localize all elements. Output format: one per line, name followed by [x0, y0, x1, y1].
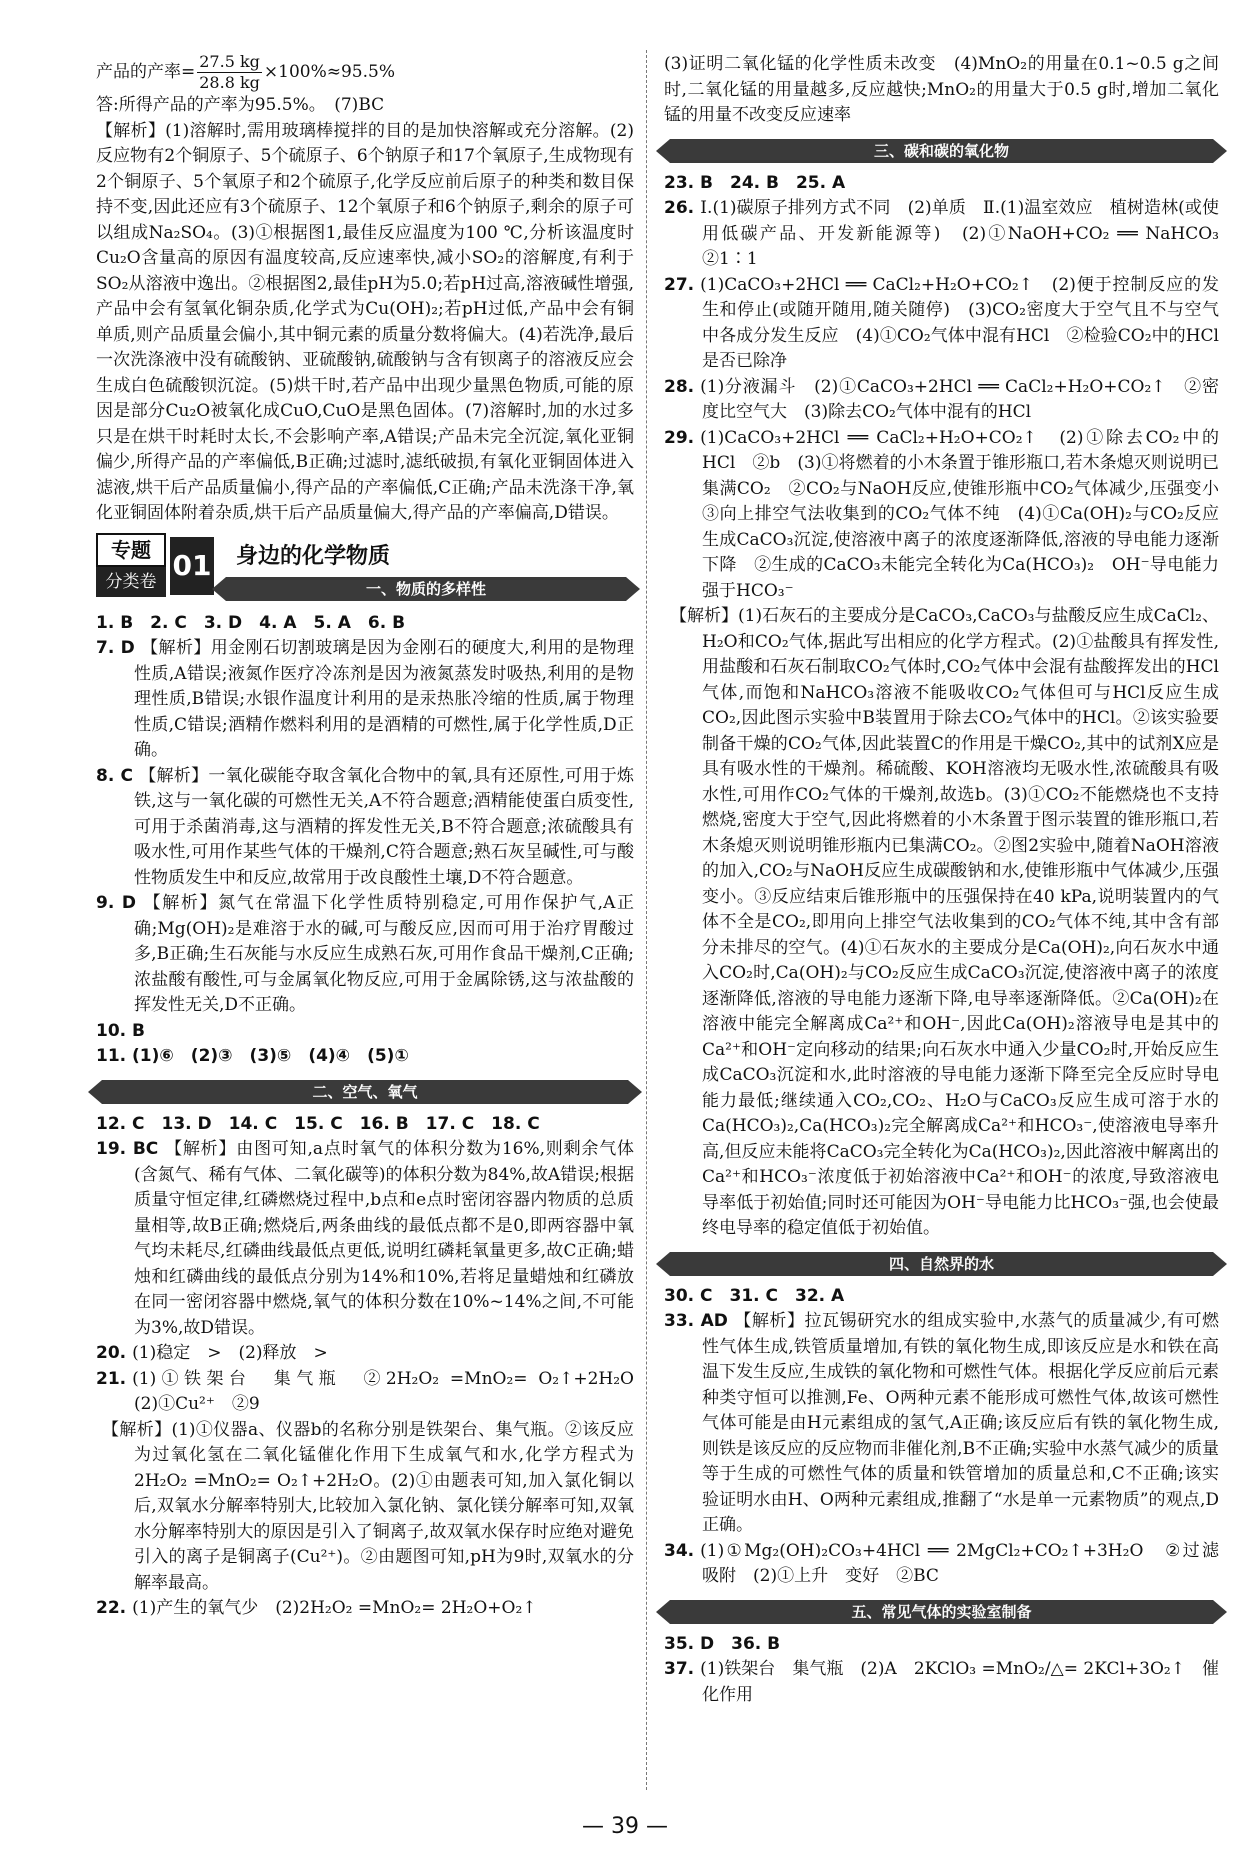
item-text: (1)铁架台 集气瓶 (2)A 2KClO₃ =MnO₂/△= 2KCl+3O₂↑ 催化作用 [700, 1659, 1219, 1705]
yield-fraction [197, 52, 262, 93]
item-text: 【解析】拉瓦锡研究水的组成实验中,水蒸气的质量减少,有可燃性气体生成,铁管质量增加,有铁的氧化物生成,即该反应是水和铁在高温下发生反应,生成铁的氧化物和可燃性气体。根据化学反应前后元素种类守恒可以推测,Fe、O两种元素不能形成可燃性气体,故该可燃性气体可能是由H元素组成的氢气,A正确;该反应后有铁的氧化物生成,则铁是该反应的反应物而非催化剂,B不正确;实验中水蒸气减少的质量等于生成的可燃性气体的质量和铁管增加的质量总和,C不正确;该实验证明水由H、O两种元素组成,推翻了“水是单一元素物质”的观点,D正确。 [702, 1311, 1219, 1535]
topic-code: 01 [170, 537, 214, 595]
continued-answer: (3)证明二氧化锰的化学性质未改变 (4)MnO₂的用量在0.1~0.5 g之间时,二氧化锰的用量越多,反应越快;MnO₂的用量大于0.5 g时,增加二氧化锰的用量不改变反应速率 [664, 54, 1219, 125]
yield-suffix: ×100%≈95.5% [263, 62, 396, 82]
item-number: 29. [664, 427, 695, 448]
item-text: Ⅰ.(1)碳原子排列方式不同 (2)单质 Ⅱ.(1)温室效应 植树造林(或使用低碳产品、开发新能源等) (2)①NaOH+CO₂ ══ NaHCO₃ ②1∶1 [700, 198, 1236, 269]
item-number: 28. [664, 376, 695, 397]
yield-equation [96, 52, 634, 93]
section-title: 一、物质的多样性 [365, 579, 486, 598]
answer-item [96, 764, 634, 892]
answer-item [96, 1341, 634, 1367]
answer-item [96, 1596, 634, 1622]
section-header [670, 139, 1213, 163]
topic-sublabel: 分类卷 [96, 567, 166, 597]
column-divider [646, 50, 647, 1790]
item-number: 34. [664, 1540, 695, 1561]
yield-prefix: 产品的产率= [96, 62, 196, 82]
analysis-paragraph: 【解析】(1)溶解时,需用玻璃棒搅拌的目的是加快溶解或充分溶解。(2)反应物有2个铜原子、5个硫原子、6个钠原子和17个氧原子,生成物现有2个铜原子、5个氧原子和2个硫原子,化学反应前后原子的种类和数目保持不变,因此还应有3个硫原子、12个氧原子和6个钠原子,剩余的原子可以组成Na₂SO₄。(3)①根据图1,最佳反应温度为100 ℃,分析该温度时Cu₂O含量高的原因有温度较高,反应速率快,减小SO₂的溶解度,有利于SO₂从溶液中逸出。②根据图2,最佳pH为5.0;若pH过高,溶液碱性增强,产品中会有氢氧化铜杂质,化学式为Cu(OH)₂;若pH过低,产品中会有铜单质,则产品质量会偏小,其中铜元素的质量分数将偏大。(4)若洗净,最后一次洗涤液中没有硫酸钠、亚硫酸钠,硫酸钠与含有钡离子的溶液反应会生成白色硫酸钡沉淀。(5)烘干时,若产品中出现少量黑色物质,可能的原因是部分Cu₂O被氧化成CuO,CuO是黑色固体。(7)溶解时,加的水过多只是在烘干时耗时太长,不会影响产率,A错误;产品未完全沉淀,氧化亚铜偏少,所得产品的产率偏低,B正确;过滤时,滤纸破损,有氧化亚铜固体进入滤液,烘干后产品质量偏小,得产品的产率偏低,C正确;产品未洗涤干净,氧化亚铜固体附着杂质,烘干后产品质量偏大,得产品的产率偏高,D错误。 [96, 120, 634, 523]
item-text: 【解析】用金刚石切割玻璃是因为金刚石的硬度大,利用的是物理性质,A错误;液氮作医疗冷冻剂是因为液氮蒸发时吸热,利用的是物理性质,B错误;水银作温度计利用的是汞热胀冷缩的性质,属于物理性质,C错误;酒精作燃料利用的是酒精的可燃性,属于化学性质,D正确。 [134, 638, 634, 760]
item-number: 21. [96, 1368, 127, 1389]
left-column [96, 52, 651, 1622]
answer-row: 23. B 24. B 25. A [664, 172, 846, 193]
item-number: 19. BC [96, 1139, 159, 1159]
item-number: 8. C [96, 765, 133, 786]
item-number: 22. [96, 1598, 127, 1618]
answer-item [664, 196, 1236, 273]
item-number: 33. AD [664, 1311, 728, 1331]
item-number: 26. [664, 198, 695, 218]
section-header [226, 577, 626, 601]
section-title: 四、自然界的水 [888, 1254, 994, 1273]
yield-denominator: 28.8 kg [199, 73, 260, 92]
answer-row: 10. B [96, 1020, 145, 1041]
answer-item [96, 636, 634, 764]
item-number: 7. D [96, 638, 135, 658]
answer-item [664, 426, 1236, 605]
answer-paragraph: 答:所得产品的产率为95.5%。 (7)BC [96, 95, 385, 115]
section-header [102, 1080, 628, 1104]
answer-item [664, 604, 1219, 1242]
section-header [670, 1252, 1213, 1276]
item-text: 【解析】一氧化碳能夺取含氧化合物中的氧,具有还原性,可用于炼铁,这与一氧化碳的可燃性无关,A不符合题意;酒精能使蛋白质变性,可用于杀菌消毒,这与酒精的挥发性无关,B不符合题意;浓硫酸具有吸水性,可用作某些气体的干燥剂,C符合题意;熟石灰呈碱性,可与酸性物质发生中和反应,故常用于改良酸性土壤,D不符合题意。 [134, 765, 635, 888]
topic-header [96, 533, 634, 607]
item-text: (1)①Mg₂(OH)₂CO₃+4HCl ══ 2MgCl₂+CO₂↑+3H₂O ②过滤 吸附 (2)①上升 变好 ②BC [700, 1540, 1236, 1586]
item-number: 20. [96, 1343, 127, 1363]
answer-item [664, 1657, 1219, 1708]
answer-item [96, 1137, 634, 1341]
answer-item [96, 1418, 634, 1597]
item-number: 27. [664, 274, 695, 295]
answer-item [664, 375, 1219, 426]
item-text: (1)产生的氧气少 (2)2H₂O₂ =MnO₂= 2H₂O+O₂↑ [132, 1598, 537, 1618]
section-title: 二、空气、氧气 [312, 1082, 418, 1101]
item-number: 37. [664, 1659, 695, 1679]
item-text: (1)分液漏斗 (2)①CaCO₃+2HCl ══ CaCl₂+H₂O+CO₂↑ ②密度比空气大 (3)除去CO₂气体中混有的HCl [700, 376, 1219, 422]
right-column [664, 52, 1236, 1708]
answer-row: 30. C 31. C 32. A [664, 1285, 845, 1306]
item-text: (1)①铁架台 集气瓶 ②2H₂O₂ =MnO₂= O₂↑+2H₂O (2)①Cu²⁺ ②9 [132, 1368, 651, 1414]
answer-row: 11. (1)⑥ (2)③ (3)⑤ (4)④ (5)① [96, 1046, 409, 1066]
section-title: 五、常见气体的实验室制备 [851, 1602, 1032, 1621]
item-text: (1)CaCO₃+2HCl ══ CaCl₂+H₂O+CO₂↑ (2)①除去CO₂中的HCl ②b (3)①将燃着的小木条置于锥形瓶口,若木条熄灭则说明已集满CO₂ ②CO₂与NaOH反应,使锥形瓶中CO₂气体减少,压强变小 ③向上排空气法收集到的CO₂气体不纯 (4)①Ca(OH)₂与CO₂反应生成CaCO₃沉淀,使溶液中离子的浓度逐渐降低,溶液的导电能力逐渐下降 ②生成的CaCO₃未能完全转化为Ca(HCO₃)₂ OH⁻导电能力强于HCO₃⁻ [700, 427, 1236, 601]
item-text: 【解析】氮气在常温下化学性质特别稳定,可用作保护气,A正确;Mg(OH)₂是难溶于水的碱,可与酸反应,因而可用于治疗胃酸过多,B正确;生石灰能与水反应生成熟石灰,可用作食品干燥剂,C正确;浓盐酸有酸性,可与金属氧化物反应,可用于金属除锈,这与浓盐酸的挥发性无关,D不正确。 [134, 893, 634, 1015]
answer-row: 35. D 36. B [664, 1633, 781, 1654]
answer-item [664, 1539, 1236, 1590]
answer-row: 12. C 13. D 14. C 15. C 16. B 17. C 18. C [96, 1113, 540, 1134]
page-number: — 39 — [582, 1814, 668, 1839]
section-title: 三、碳和碳的氧化物 [873, 141, 1009, 160]
item-text: (1)稳定 > (2)释放 > [132, 1343, 328, 1363]
item-text: 【解析】由图可知,a点时氧气的体积分数为16%,则剩余气体(含氮气、稀有气体、二氧化碳等)的体积分数为84%,故A错误;根据质量守恒定律,红磷燃烧过程中,b点和e点时密闭容器内物质的总质量相等,故B正确;燃烧后,两条曲线的最低点都不是0,即两容器中氧气均未耗尽,红磷曲线最低点更低,说明红磷耗氧量更多,故C正确;蜡烛和红磷曲线的最低点分别为14%和10%,若将足量蜡烛和红磷放在同一密闭容器中燃烧,氧气的体积分数在10%~14%之间,不可能为3%,故D错误。 [134, 1139, 635, 1338]
answer-item [664, 273, 1219, 375]
section-header [670, 1600, 1213, 1624]
answer-item [96, 1367, 651, 1418]
item-text: (1)CaCO₃+2HCl ══ CaCl₂+H₂O+CO₂↑ (2)便于控制反应的发生和停止(或随开随用,随关随停) (3)CO₂密度大于空气且不与空气中各成分发生反应 (4)①CO₂气体中混有HCl ②检验CO₂中的HCl是否已除净 [700, 274, 1219, 371]
answer-row: 1. B 2. C 3. D 4. A 5. A 6. B [96, 612, 406, 633]
yield-numerator: 27.5 kg [199, 52, 260, 71]
item-number: 9. D [96, 893, 136, 913]
item-text: 【解析】(1)①仪器a、仪器b的名称分别是铁架台、集气瓶。②该反应为过氧化氢在二氧化锰催化作用下生成氧气和水,化学方程式为2H₂O₂ =MnO₂= O₂↑+2H₂O。(2)①由题表可知,加入氯化铜以后,双氧水分解率特别大,比较加入氯化钠、氯化镁分解率可知,双氧水分解率特别大的原因是引入了铜离子,故双氧水保存时应绝对避免引入的离子是铜离子(Cu²⁺)。②由题图可知,pH为9时,双氧水的分解率最高。 [102, 1419, 634, 1593]
item-text: 【解析】(1)石灰石的主要成分是CaCO₃,CaCO₃与盐酸反应生成CaCl₂、H₂O和CO₂气体,据此写出相应的化学方程式。(2)①盐酸具有挥发性,用盐酸和石灰石制取CO₂气体时,CO₂气体中会混有盐酸挥发出的HCl气体,而饱和NaHCO₃溶液不能吸收CO₂气体但可与HCl反应生成CO₂,因此图示实验中B装置用于除去CO₂气体中的HCl。②该实验要制备干燥的CO₂气体,因此装置C的作用是干燥CO₂,其中的试剂X应是具有吸水性的干燥剂。稀硫酸、KOH溶液均无吸水性,浓硫酸具有吸水性,可用作CO₂气体的干燥剂,故选b。(3)①CO₂不能燃烧也不支持燃烧,密度大于空气,因此将燃着的小木条置于图示装置的锥形瓶口,若木条熄灭则说明锥形瓶内已集满CO₂。②图2实验中,随着NaOH溶液的加入,CO₂与NaOH反应生成碳酸钠和水,使锥形瓶中气体减少,压强变小。③反应结束后锥形瓶中的压强保持在40 kPa,说明装置内的气体不全是CO₂,即用向上排空气法收集到的CO₂气体不纯,其中含有部分未排尽的空气。(4)①石灰水的主要成分是Ca(OH)₂,向石灰水中通入CO₂时,Ca(OH)₂与CO₂反应生成CaCO₃沉淀,使溶液中离子的浓度逐渐降低,溶液的导电能力逐渐下降,电导率逐渐降低。②Ca(OH)₂在溶液中能完全解离成Ca²⁺和OH⁻,因此Ca(OH)₂溶液导电是其中的Ca²⁺和OH⁻定向移动的结果;向石灰水中通入少量CO₂时,开始反应生成CaCO₃沉淀和水,此时溶液的导电能力逐渐下降至完全反应时导电能力最低;继续通入CO₂,CO₂、H₂O与CaCO₃反应生成可溶于水的Ca(HCO₃)₂,Ca(HCO₃)₂完全解离成Ca²⁺和HCO₃⁻,使溶液电导率升高,但反应未能将CaCO₃完全转化为Ca(HCO₃)₂,因此溶液中解离出的Ca²⁺和HCO₃⁻浓度低于初始溶液中Ca²⁺和OH⁻的浓度,导致溶液电导率低于初始值;同时还可能因为OH⁻导电能力比HCO₃⁻强,也会使最终电导率的稳定值低于初始值。 [670, 606, 1219, 1238]
topic-label: 专题 [96, 533, 166, 567]
answer-item [96, 891, 634, 1019]
answer-item [664, 1309, 1219, 1539]
topic-title: 身边的化学物质 [236, 543, 391, 569]
